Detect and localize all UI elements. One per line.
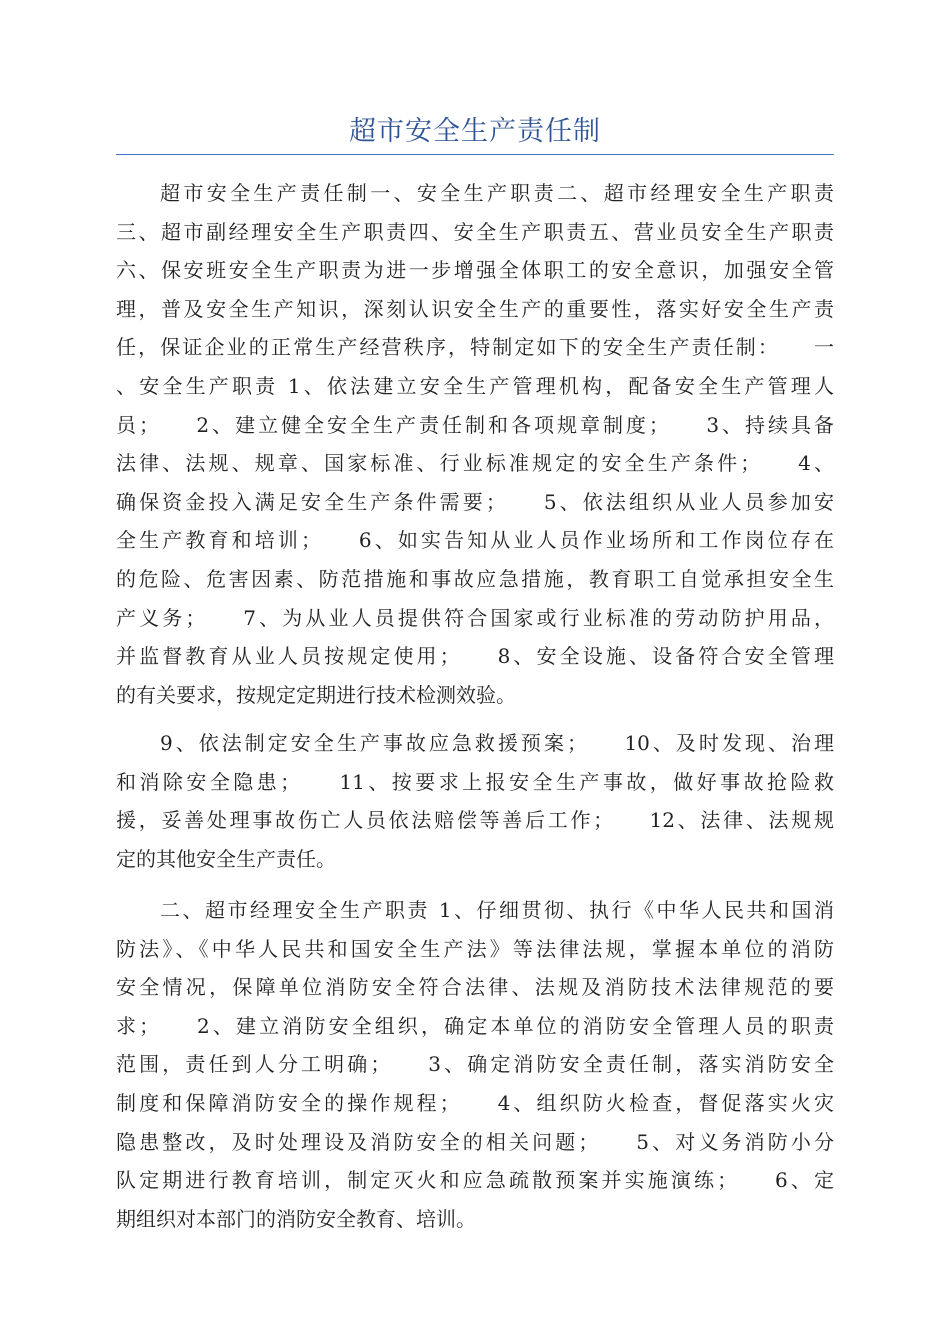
text-line: 制度和保障消防安全的操作规程； 4、组织防火检查，督促落实火灾: [116, 1090, 834, 1115]
title-underline: [116, 154, 834, 155]
text-line: 并监督教育从业人员按规定使用； 8、安全设施、设备符合安全管理: [116, 644, 834, 669]
paragraph-2: [116, 724, 834, 878]
text-line: 员； 2、建立健全安全生产责任制和各项规章制度； 3、持续具备: [116, 412, 834, 437]
paragraph-1: [116, 174, 834, 714]
text-line: 法律、法规、规章、国家标准、行业标准规定的安全生产条件； 4、: [116, 451, 834, 476]
text-line: 范围，责任到人分工明确； 3、确定消防安全责任制，落实消防安全: [116, 1052, 834, 1077]
text-line: 全生产教育和培训； 6、如实告知从业人员作业场所和工作岗位存在: [116, 528, 834, 553]
text-line: 队定期进行教育培训，制定灭火和应急疏散预案并实施演练； 6、定: [116, 1168, 834, 1193]
text-line: 定的其他安全生产责任。: [116, 846, 336, 871]
text-line: 防法》、《中华人民共和国安全生产法》等法律法规，掌握本单位的消防: [116, 936, 834, 961]
text-line: 三、超市副经理安全生产职责四、安全生产职责五、营业员安全生产职责: [116, 219, 834, 244]
text-line: 二、超市经理安全生产职责 1、仔细贯彻、执行《中华人民共和国消: [160, 898, 834, 922]
document-title: 超市安全生产责任制: [349, 116, 601, 147]
text-line: 隐患整改，及时处理设及消防安全的相关问题； 5、对义务消防小分: [116, 1129, 834, 1154]
text-line: 的有关要求，按规定定期进行技术检测效验。: [116, 682, 516, 707]
text-line: 六、保安班安全生产职责为进一步增强全体职工的安全意识，加强安全管: [116, 258, 834, 283]
text-line: 的危险、危害因素、防范措施和事故应急措施，教育职工自觉承担安全生: [116, 566, 834, 591]
text-line: 理，普及安全生产知识，深刻认识安全生产的重要性，落实好安全生产责: [116, 296, 834, 321]
text-line: 安全情况，保障单位消防安全符合法律、法规及消防技术法律规范的要: [116, 975, 834, 1000]
paragraph-3: [116, 891, 834, 1238]
text-line: 、安全生产职责 1、依法建立安全生产管理机构，配备安全生产管理人: [116, 373, 834, 398]
text-line: 超市安全生产责任制一、安全生产职责二、超市经理安全生产职责: [160, 181, 834, 205]
text-line: 任，保证企业的正常生产经营秩序，特制定如下的安全生产责任制： 一: [116, 335, 834, 360]
text-line: 援，妥善处理事故伤亡人员依法赔偿等善后工作； 12、法律、法规规: [116, 808, 834, 833]
text-line: 求； 2、建立消防安全组织，确定本单位的消防安全管理人员的职责: [116, 1013, 834, 1038]
text-line: 9、依法制定安全生产事故应急救援预案； 10、及时发现、治理: [160, 731, 834, 755]
text-line: 期组织对本部门的消防安全教育、培训。: [116, 1206, 476, 1231]
text-line: 和消除安全隐患； 11、按要求上报安全生产事故，做好事故抢险救: [116, 769, 834, 794]
text-line: 产义务； 7、为从业人员提供符合国家或行业标准的劳动防护用品，: [116, 605, 834, 630]
text-line: 确保资金投入满足安全生产条件需要； 5、依法组织从业人员参加安: [116, 489, 834, 514]
